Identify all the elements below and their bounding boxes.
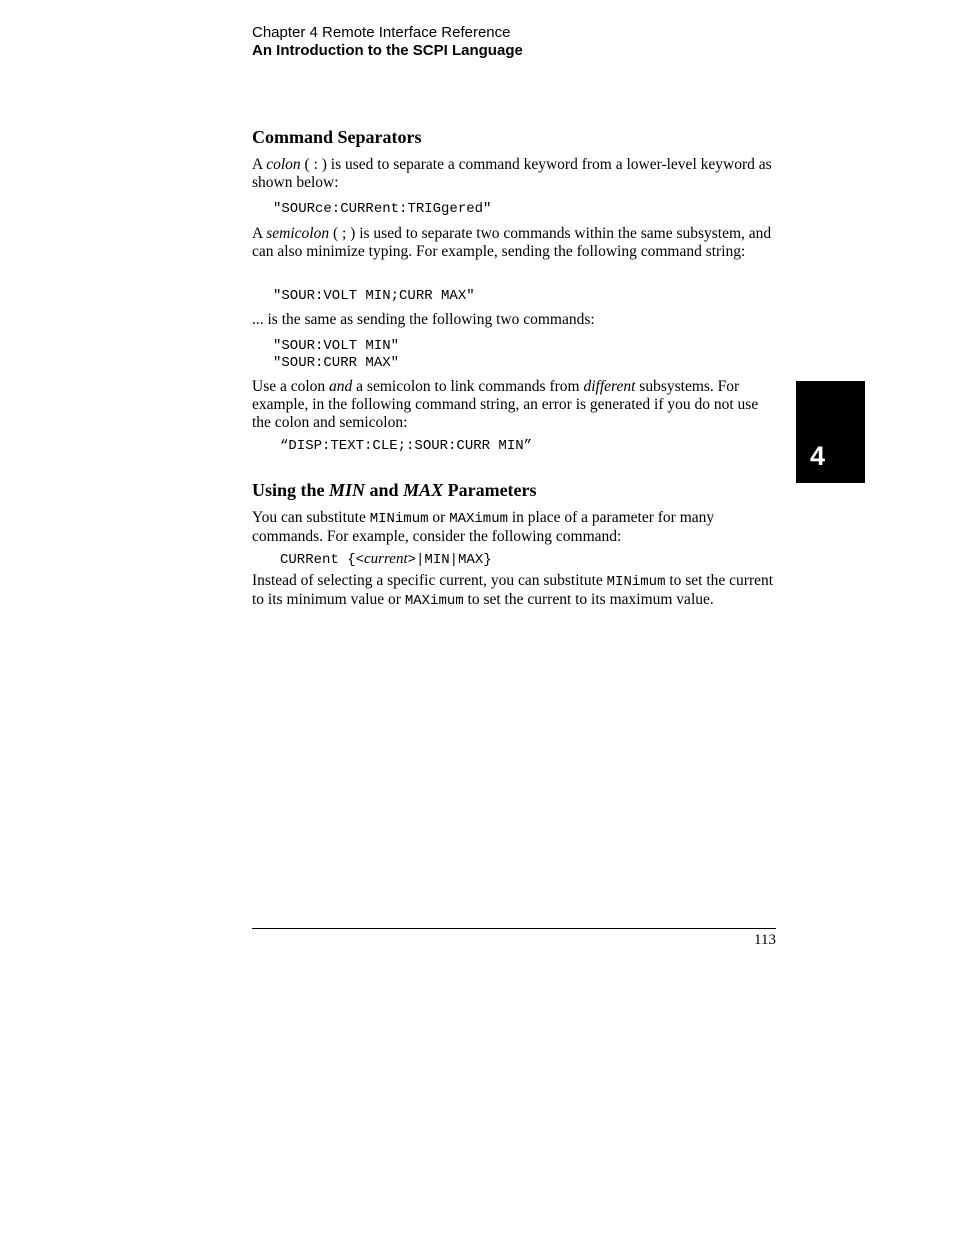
page-number: 113 (754, 932, 776, 948)
emphasis-and: and (329, 378, 353, 395)
running-header (252, 24, 523, 60)
code-example-4: “DISP:TEXT:CLE;:SOUR:CURR MIN” (280, 438, 533, 454)
chapter-tab-label: 4 (810, 441, 826, 471)
paragraph-semicolon: A semicolon ( ; ) is used to separate two commands within the same subsystem, and can also minimize typing. For example, sending the following command string: (252, 225, 772, 260)
footer-rule (252, 928, 776, 929)
heading-max: MAX (403, 480, 444, 500)
code-example-2: "SOUR:VOLT MIN;CURR MAX" (273, 288, 475, 304)
section-title: An Introduction to the SCPI Language (252, 42, 523, 59)
paragraph-substitute: You can substitute MINimum or MAXimum in place of a parameter for many commands. For example, consider the following command: (252, 509, 715, 545)
command-syntax: CURRent {<current>|MIN|MAX} (280, 551, 492, 568)
parameter-current: current (364, 551, 408, 567)
heading-min-max-parameters: Using the MIN and MAX Parameters (252, 480, 537, 500)
paragraph-instead: Instead of selecting a specific current, you can substitute MINimum to set the current to its minimum value or MAXimum to set the current to its maximum value. (252, 572, 774, 609)
term-colon: colon (266, 156, 301, 173)
chapter-tab (796, 381, 865, 483)
heading-min: MIN (329, 480, 366, 500)
inline-code-minimum: MINimum (369, 511, 429, 527)
emphasis-different: different (583, 378, 636, 395)
code-example-1: "SOURce:CURRent:TRIGgered" (273, 201, 492, 217)
heading-command-separators: Command Separators (252, 127, 422, 147)
term-semicolon: semicolon (266, 225, 330, 242)
chapter-title: Chapter 4 Remote Interface Reference (252, 24, 511, 41)
inline-code-minimum-2: MINimum (606, 574, 666, 590)
paragraph-same-as: ... is the same as sending the following two commands: (252, 311, 595, 328)
inline-code-maximum: MAXimum (449, 511, 508, 527)
inline-code-maximum-2: MAXimum (404, 593, 464, 609)
paragraph-colon-and-semicolon: Use a colon and a semicolon to link commands from different subsystems. For example, in the following command string, an error is generated if you do not use the colon and semicolon: (252, 378, 759, 431)
paragraph-colon: A colon ( : ) is used to separate a command keyword from a lower-level keyword as shown below: (252, 156, 772, 191)
code-example-3a: "SOUR:VOLT MIN" (273, 338, 400, 354)
code-example-3b: "SOUR:CURR MAX" (273, 355, 400, 371)
